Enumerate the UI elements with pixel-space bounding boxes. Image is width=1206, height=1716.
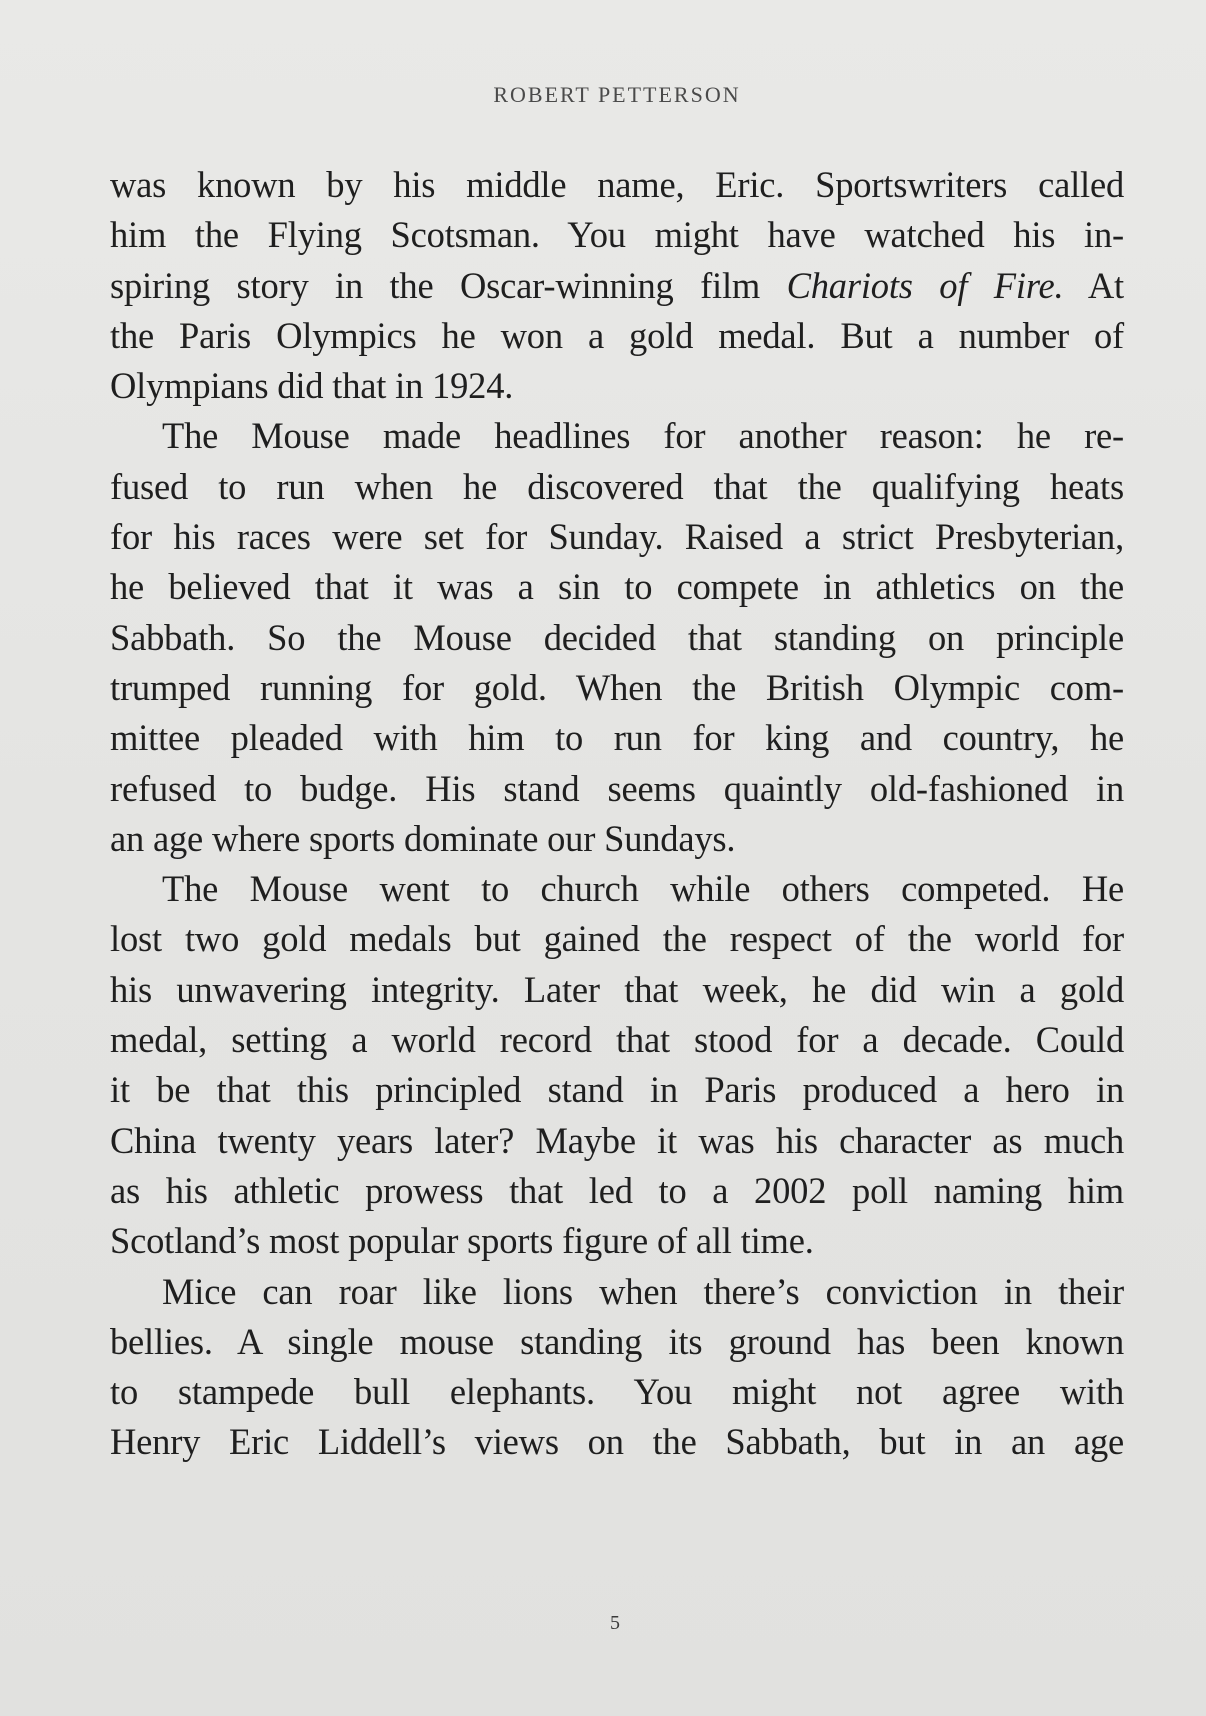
text-line xyxy=(110,411,1124,461)
text-segment: to stampede bull elephants. You might not agree with xyxy=(110,1371,1124,1413)
text-line xyxy=(110,864,1124,914)
text-line xyxy=(110,462,1124,512)
text-segment: Olympians did that in 1924. xyxy=(110,365,514,407)
page-number xyxy=(0,1612,1206,1635)
text-line xyxy=(110,261,1124,311)
text-line xyxy=(110,311,1124,361)
text-line xyxy=(110,1417,1124,1467)
body-text xyxy=(110,160,1124,1468)
text-segment: At xyxy=(1063,264,1124,306)
text-segment: The Mouse went to church while others competed. He xyxy=(162,868,1124,910)
text-line xyxy=(110,1065,1124,1115)
text-line xyxy=(110,814,1124,864)
text-line xyxy=(110,1367,1124,1417)
text-line xyxy=(110,160,1124,210)
text-segment: bellies. A single mouse standing its ground has been known xyxy=(110,1320,1124,1362)
text-line xyxy=(110,1216,1124,1266)
text-segment: for his races were set for Sunday. Raised a strict Presbyterian, xyxy=(110,516,1124,558)
text-segment: mittee pleaded with him to run for king and country, he xyxy=(110,717,1124,759)
running-head-author: ROBERT PETTERSON xyxy=(493,82,741,107)
page-number-value: 5 xyxy=(610,1612,620,1634)
text-line xyxy=(110,613,1124,663)
text-line xyxy=(110,965,1124,1015)
text-line xyxy=(110,1015,1124,1065)
text-segment: The Mouse made headlines for another reason: he re- xyxy=(162,415,1124,457)
text-segment: he believed that it was a sin to compete in athletics on the xyxy=(110,566,1124,608)
text-segment: Sabbath. So the Mouse decided that standing on principle xyxy=(110,616,1124,658)
text-segment: him the Flying Scotsman. You might have watched his in- xyxy=(110,214,1124,256)
text-line xyxy=(110,1116,1124,1166)
text-segment: spiring story in the Oscar-winning film xyxy=(110,264,787,306)
text-segment: medal, setting a world record that stood for a decade. Could xyxy=(110,1019,1124,1061)
text-segment: an age where sports dominate our Sundays. xyxy=(110,817,736,859)
text-line xyxy=(110,361,1124,411)
text-line xyxy=(110,1317,1124,1367)
text-line xyxy=(110,1166,1124,1216)
paragraph xyxy=(110,864,1124,1266)
text-segment: was known by his middle name, Eric. Sportswriters called xyxy=(110,164,1124,205)
text-line xyxy=(110,210,1124,260)
text-segment: it be that this principled stand in Paris produced a hero in xyxy=(110,1069,1124,1111)
paragraph xyxy=(110,1267,1124,1468)
text-line xyxy=(110,713,1124,763)
text-line xyxy=(110,663,1124,713)
text-segment: his unwavering integrity. Later that week, he did win a gold xyxy=(110,968,1124,1010)
text-segment: Henry Eric Liddell’s views on the Sabbath, but in an age xyxy=(110,1421,1124,1463)
text-segment: Scotland’s most popular sports figure of all time. xyxy=(110,1220,814,1262)
text-line xyxy=(110,914,1124,964)
paragraph xyxy=(110,411,1124,864)
italic-title: Chariots of Fire. xyxy=(786,264,1064,306)
text-segment: refused to budge. His stand seems quaintly old-fashioned in xyxy=(110,767,1124,809)
text-segment: China twenty years later? Maybe it was his character as much xyxy=(110,1119,1124,1161)
text-segment: as his athletic prowess that led to a 2002 poll naming him xyxy=(110,1169,1124,1211)
text-segment: trumped running for gold. When the British Olympic com- xyxy=(110,666,1124,708)
text-segment: Mice can roar like lions when there’s conviction in their xyxy=(162,1270,1124,1312)
text-segment: the Paris Olympics he won a gold medal. But a number of xyxy=(110,314,1124,356)
text-line xyxy=(110,512,1124,562)
text-segment: fused to run when he discovered that the qualifying heats xyxy=(110,465,1124,507)
text-line xyxy=(110,562,1124,612)
text-line xyxy=(110,764,1124,814)
paragraph xyxy=(110,160,1124,411)
text-line xyxy=(110,1267,1124,1317)
running-head xyxy=(0,82,1206,108)
text-segment: lost two gold medals but gained the respect of the world for xyxy=(110,918,1124,960)
